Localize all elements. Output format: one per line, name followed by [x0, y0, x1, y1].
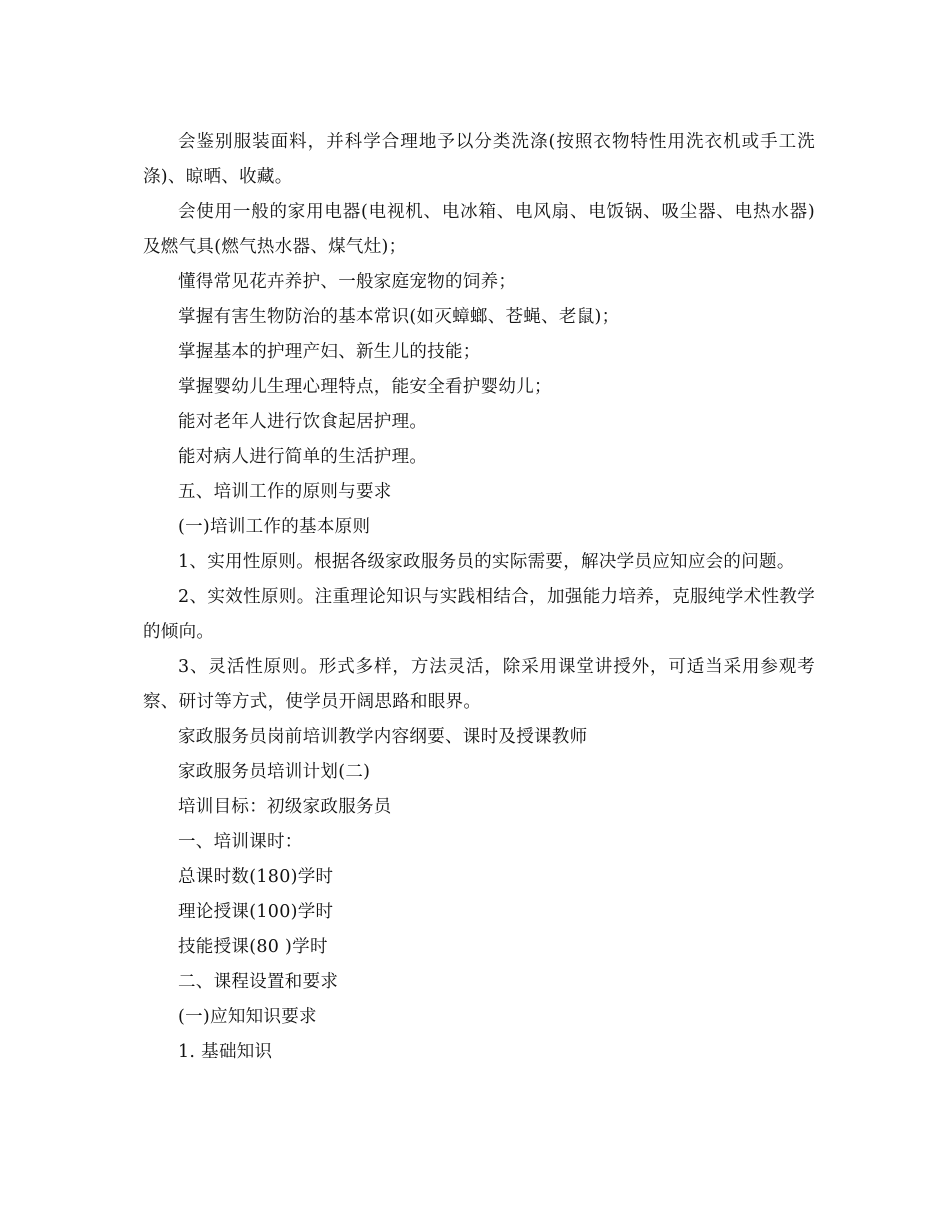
paragraph-maternal-newborn-care: 掌握基本的护理产妇、新生儿的技能； — [178, 342, 481, 362]
subsection-heading-basic-principles: (一)培训工作的基本原则 — [178, 517, 371, 537]
paragraph-basic-knowledge: 1. 基础知识 — [178, 1042, 273, 1062]
section-heading-principles: 五、培训工作的原则与要求 — [178, 482, 392, 502]
paragraph-practicality-principle: 1、实用性原则。根据各级家政服务员的实际需要，解决学员应知应会的问题。 — [178, 552, 795, 572]
paragraph-theory-hours: 理论授课(100)学时 — [178, 902, 334, 922]
section-heading-curriculum: 二、课程设置和要求 — [178, 972, 339, 992]
paragraph-flexibility-principle: 3、灵活性原则。形式多样，方法灵活，除采用课堂讲授外，可适当采用参观考察、研讨等方式，使学员开阔思路和眼界。 — [143, 657, 815, 712]
paragraph-plant-pet-care: 懂得常见花卉养护、一般家庭宠物的饲养； — [178, 272, 517, 292]
subsection-heading-knowledge: (一)应知知识要求 — [178, 1007, 317, 1027]
paragraph-patient-care: 能对病人进行简单的生活护理。 — [178, 447, 428, 467]
paragraph-skills-hours: 技能授课(80 )学时 — [178, 937, 328, 957]
paragraph-outline-title: 家政服务员岗前培训教学内容纲要、课时及授课教师 — [178, 727, 588, 747]
section-heading-hours: 一、培训课时： — [178, 832, 303, 852]
paragraph-infant-care: 掌握婴幼儿生理心理特点，能安全看护婴幼儿； — [178, 377, 552, 397]
document-body — [143, 125, 815, 1070]
paragraph-appliance-skills: 会使用一般的家用电器(电视机、电冰箱、电风扇、电饭锅、吸尘器、电热水器)及燃气具(燃气热水器、煤气灶)； — [143, 202, 815, 257]
paragraph-pest-control: 掌握有害生物防治的基本常识(如灭蟑螂、苍蝇、老鼠)； — [178, 307, 620, 327]
paragraph-elderly-care: 能对老年人进行饮食起居护理。 — [178, 412, 428, 432]
paragraph-total-hours: 总课时数(180)学时 — [178, 867, 334, 887]
paragraph-laundry-skills: 会鉴别服装面料，并科学合理地予以分类洗涤(按照衣物特性用洗衣机或手工洗涤)、晾晒、收藏。 — [143, 132, 815, 187]
paragraph-plan-two-title: 家政服务员培训计划(二) — [178, 762, 371, 782]
paragraph-training-goal: 培训目标：初级家政服务员 — [178, 797, 392, 817]
paragraph-effectiveness-principle: 2、实效性原则。注重理论知识与实践相结合，加强能力培养，克服纯学术性教学的倾向。 — [143, 587, 815, 642]
